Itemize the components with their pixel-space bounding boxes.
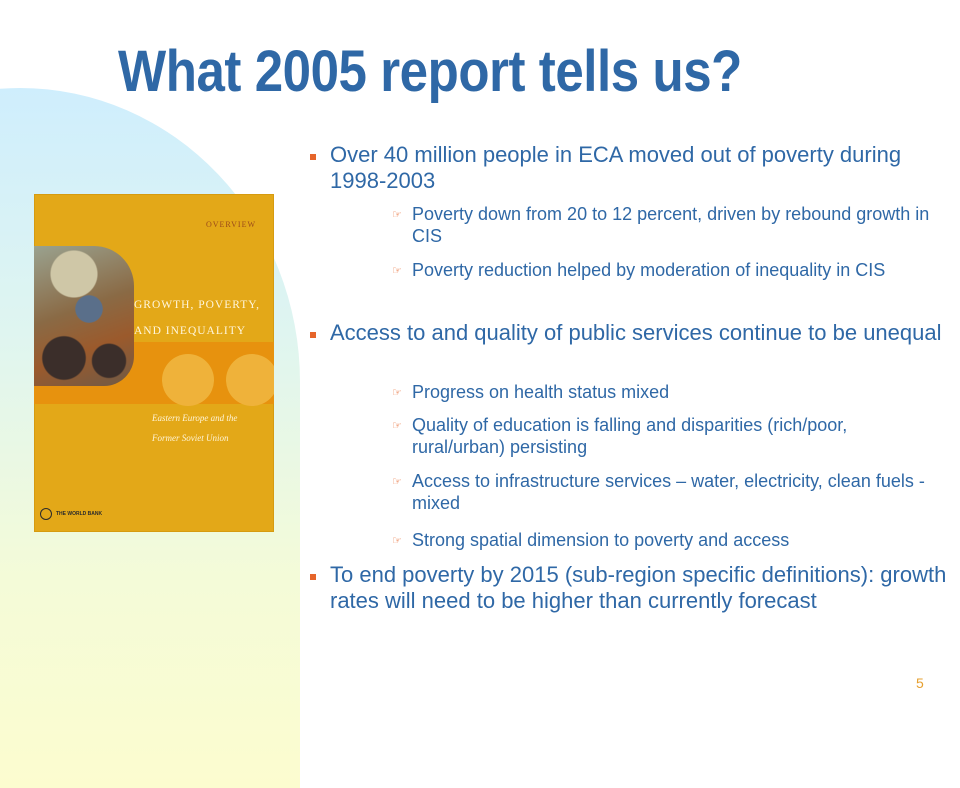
bullet-marker	[310, 332, 316, 338]
hand-pointer-icon: ☞	[392, 265, 402, 277]
bullet-1-sub-1: Poverty down from 20 to 12 percent, driven by rebound growth in CIS	[412, 204, 930, 246]
logo-text: THE WORLD BANK	[56, 511, 103, 517]
hand-pointer-icon: ☞	[392, 420, 402, 432]
bullet-2-sub-4: Strong spatial dimension to poverty and access	[412, 530, 790, 550]
cover-subtitle-line-2: Former Soviet Union	[152, 433, 229, 443]
slide-title: What 2005 report tells us?	[118, 39, 742, 104]
cover-title-line-2: AND INEQUALITY	[134, 325, 247, 337]
bullet-marker	[310, 574, 316, 580]
hand-pointer-icon: ☞	[392, 209, 402, 221]
bullet-marker	[310, 154, 316, 160]
hand-pointer-icon: ☞	[392, 476, 402, 488]
cover-title-line-1: GROWTH, POVERTY,	[134, 299, 260, 311]
bullet-1-text: Over 40 million people in ECA moved out of poverty during 1998-2003	[330, 142, 902, 193]
cover-subtitle-line-1: Eastern Europe and the	[152, 413, 238, 423]
bullet-2-text: Access to and quality of public services continue to be unequal	[330, 320, 942, 345]
bullet-2-sub-1: Progress on health status mixed	[412, 382, 670, 402]
bullet-2-sub-3: Access to infrastructure services – water, electricity, clean fuels - mixed	[412, 471, 925, 513]
bullet-2-sub-2: Quality of education is falling and disparities (rich/poor, rural/urban) persisting	[412, 415, 848, 457]
bullet-3-text: To end poverty by 2015 (sub-region specific definitions): growth rates will need to be higher than currently forecast	[330, 562, 947, 613]
hand-pointer-icon: ☞	[392, 387, 402, 399]
bullet-1-sub-2: Poverty reduction helped by moderation of inequality in CIS	[412, 260, 886, 280]
cover-overview-label: OVERVIEW	[205, 220, 256, 229]
hand-pointer-icon: ☞	[392, 535, 402, 547]
slide-number: 5	[916, 675, 924, 691]
